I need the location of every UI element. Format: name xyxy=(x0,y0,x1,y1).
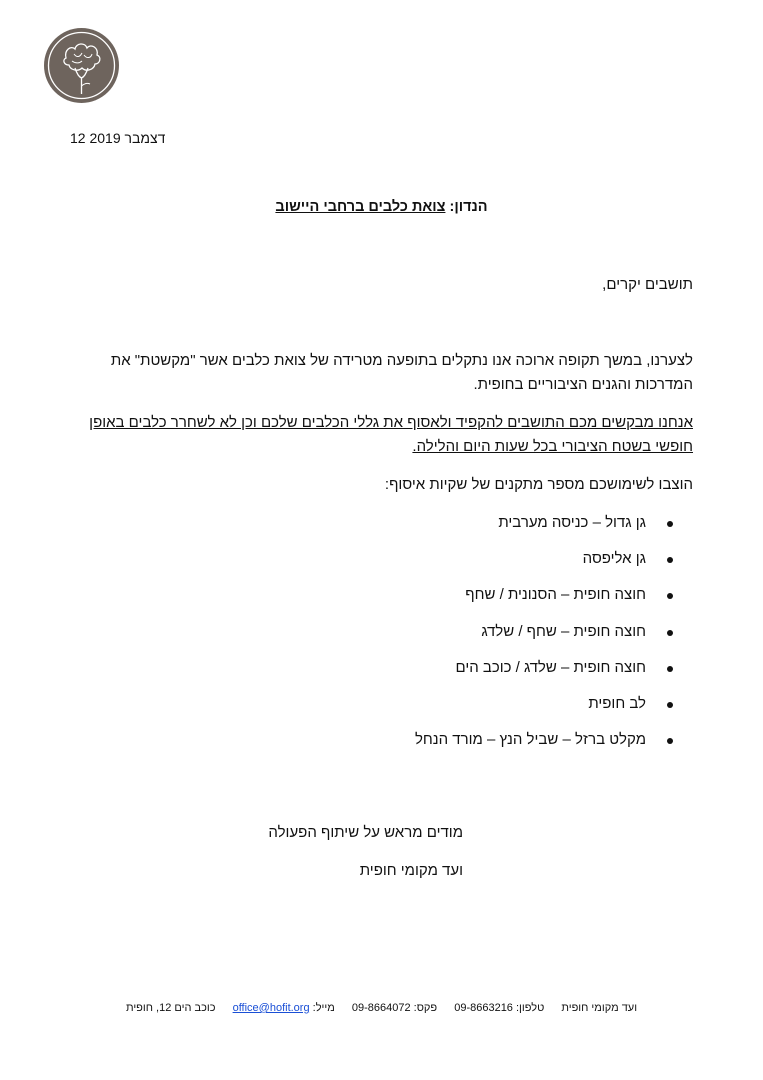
closing-signature: ועד מקומי חופית xyxy=(359,862,463,879)
body-paragraph: לצערנו, במשך תקופה ארוכה אנו נתקלים בתופעה מטרידה של צואת כלבים אשר "מקשטת" את המדרכות והגנים הציבוריים בחופית. xyxy=(110,352,693,393)
location-text: גן אליפסה xyxy=(582,550,646,568)
bullet-icon xyxy=(667,521,673,527)
bullet-icon xyxy=(667,593,673,599)
list-item xyxy=(415,655,673,691)
list-item xyxy=(415,727,673,763)
footer-email-link[interactable]: office@hofit.org xyxy=(232,1002,310,1014)
subject-value: צואת כלבים ברחבי היישוב xyxy=(275,199,446,215)
subject-label: הנדון: xyxy=(449,199,488,215)
bullet-icon xyxy=(667,630,673,636)
closing-thanks: מודים מראש על שיתוף הפעולה xyxy=(268,824,463,841)
bullet-icon xyxy=(667,666,673,672)
list-item xyxy=(415,546,673,582)
location-text: מקלט ברזל – שביל הנץ – מורד הנחל xyxy=(414,731,646,749)
dispensers-intro: הוצבו לשימושכם מספר מתקנים של שקיות איסוף: xyxy=(384,476,693,493)
list-item xyxy=(415,510,673,546)
bullet-icon xyxy=(667,702,673,708)
location-text: גן גדול – כניסה מערבית xyxy=(498,514,646,531)
carnation-flower-icon xyxy=(44,28,119,103)
letter-date: 12 דצמבר 2019 xyxy=(70,130,166,146)
letter-subject xyxy=(0,199,763,215)
bullet-icon xyxy=(667,557,673,563)
list-item xyxy=(415,619,673,655)
list-item xyxy=(415,582,673,618)
footer-org: ועד מקומי חופית xyxy=(561,1002,638,1014)
location-text: חוצה חופית – שלדג / כוכב הים xyxy=(455,658,646,676)
locations-list xyxy=(415,510,673,763)
request-paragraph: אנחנו מבקשים מכם התושבים להקפיד ולאסוף את גללי הכלבים שלכם וכן לא לשחרר כלבים באופן חופשי בשטח הציבורי בכל שעות היום והלילה. xyxy=(89,414,693,455)
logo xyxy=(44,28,119,103)
bullet-icon xyxy=(667,738,673,744)
footer xyxy=(0,1002,763,1014)
location-text: חוצה חופית – הסנונית / שחף xyxy=(465,586,646,604)
location-text: חוצה חופית – שחף / שלדג xyxy=(481,622,646,640)
footer-address: כוכב הים 12, חופית xyxy=(125,1002,216,1014)
footer-email-label: מייל: xyxy=(312,1002,335,1014)
greeting: תושבים יקרים, xyxy=(602,276,693,293)
location-text: לב חופית xyxy=(588,694,646,712)
list-item xyxy=(415,691,673,727)
footer-phone: טלפון: 09-8663216 xyxy=(454,1002,545,1014)
footer-fax: פקס: 09-8664072 xyxy=(351,1002,438,1014)
